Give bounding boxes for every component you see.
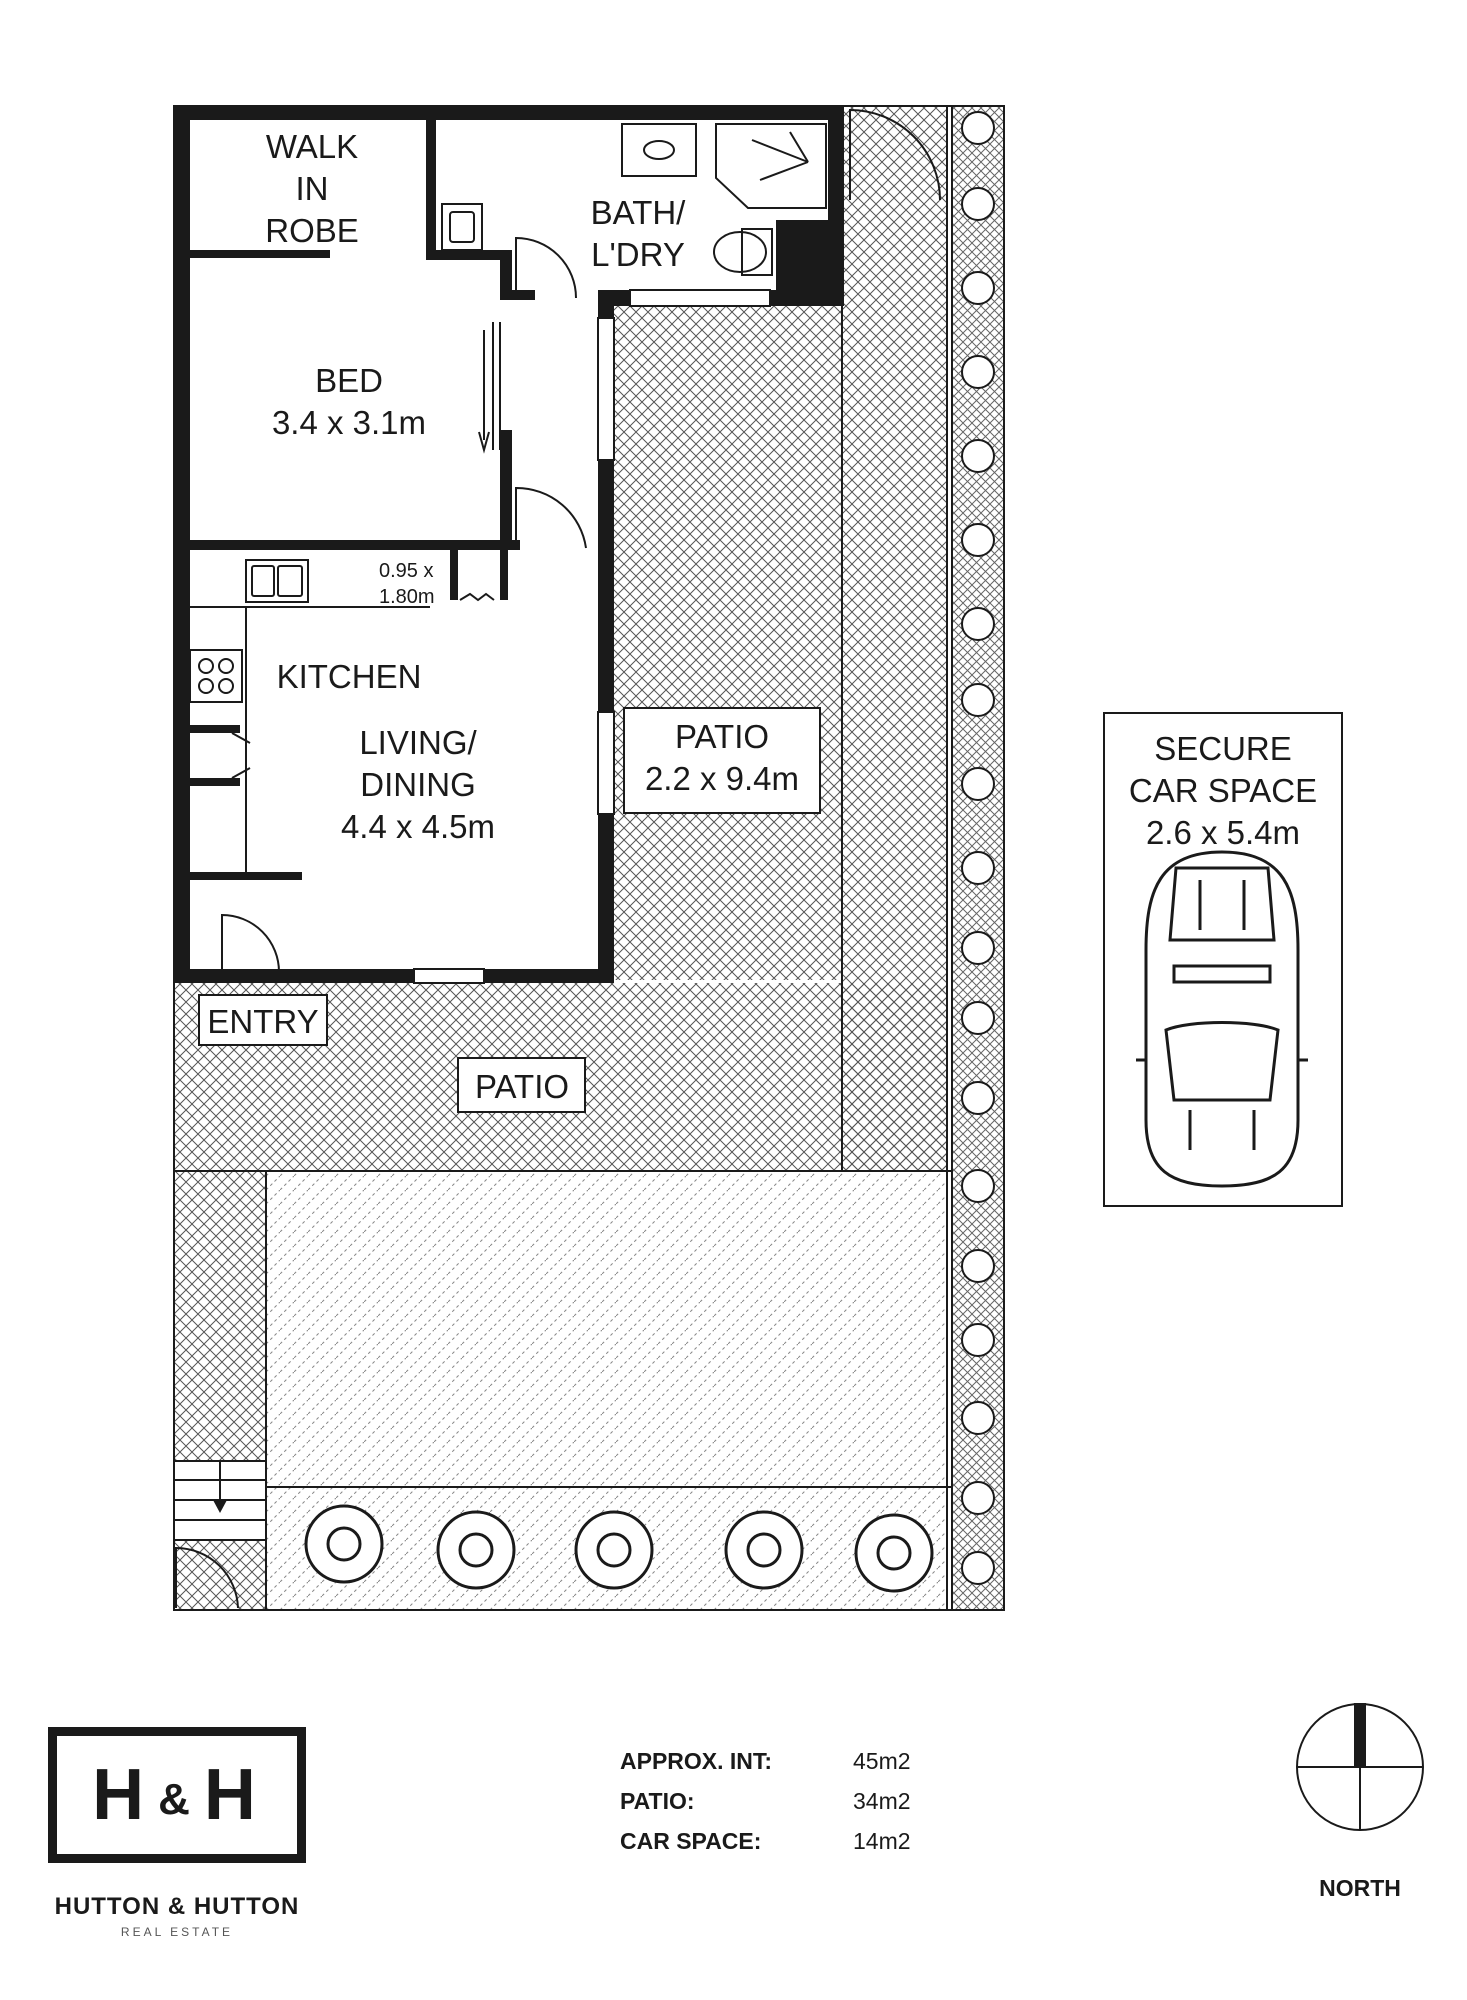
linen-size-2: 1.80m	[379, 586, 435, 608]
north-label: NORTH	[1319, 1875, 1401, 1901]
living-label-1: LIVING/	[359, 724, 477, 761]
area-value: 34m2	[853, 1788, 911, 1814]
area-label: CAR SPACE:	[620, 1828, 762, 1854]
garden-arrow	[213, 1460, 227, 1513]
brand-sub: REAL ESTATE	[120, 1925, 234, 1939]
area-label: APPROX. INT:	[620, 1748, 773, 1774]
walk-in-robe-label-1: WALK	[265, 128, 359, 165]
left-path-paving	[174, 1171, 266, 1610]
walk-in-robe-label-2: IN	[295, 170, 329, 207]
brand-logo	[48, 1727, 306, 1863]
side-patio-paving	[612, 300, 842, 980]
front-patio-label: PATIO	[474, 1068, 570, 1105]
bed-size: 3.4 x 3.1m	[271, 404, 427, 441]
bath-label-2: L'DRY	[591, 236, 685, 273]
kitchen-label: KITCHEN	[276, 658, 422, 695]
brand-mark-amp: &	[158, 1774, 196, 1824]
walk-in-robe-label-3: ROBE	[265, 212, 359, 249]
living-size: 4.4 x 4.5m	[340, 808, 496, 845]
bath-label-1: BATH/	[590, 194, 686, 231]
linen-size-1: 0.95 x	[379, 560, 434, 582]
area-value: 14m2	[853, 1828, 911, 1854]
side-patio-size: 2.2 x 9.4m	[644, 760, 800, 797]
car-space-size: 2.6 x 5.4m	[1145, 814, 1301, 851]
bed-label: BED	[315, 362, 383, 399]
brand-name: HUTTON & HUTTON	[54, 1893, 300, 1920]
car-space-label-1: SECURE	[1154, 730, 1292, 767]
brand-mark-right: H	[203, 1755, 262, 1835]
area-label: PATIO:	[620, 1788, 695, 1814]
entry-label: ENTRY	[207, 1003, 319, 1040]
side-patio-label: PATIO	[674, 718, 770, 755]
car-space-label-2: CAR SPACE	[1128, 772, 1318, 809]
area-value: 45m2	[853, 1748, 911, 1774]
brand-mark	[92, 1754, 262, 1836]
living-label-2: DINING	[360, 766, 476, 803]
north-compass-icon	[1297, 1704, 1423, 1830]
brand-mark-left: H	[92, 1755, 151, 1835]
